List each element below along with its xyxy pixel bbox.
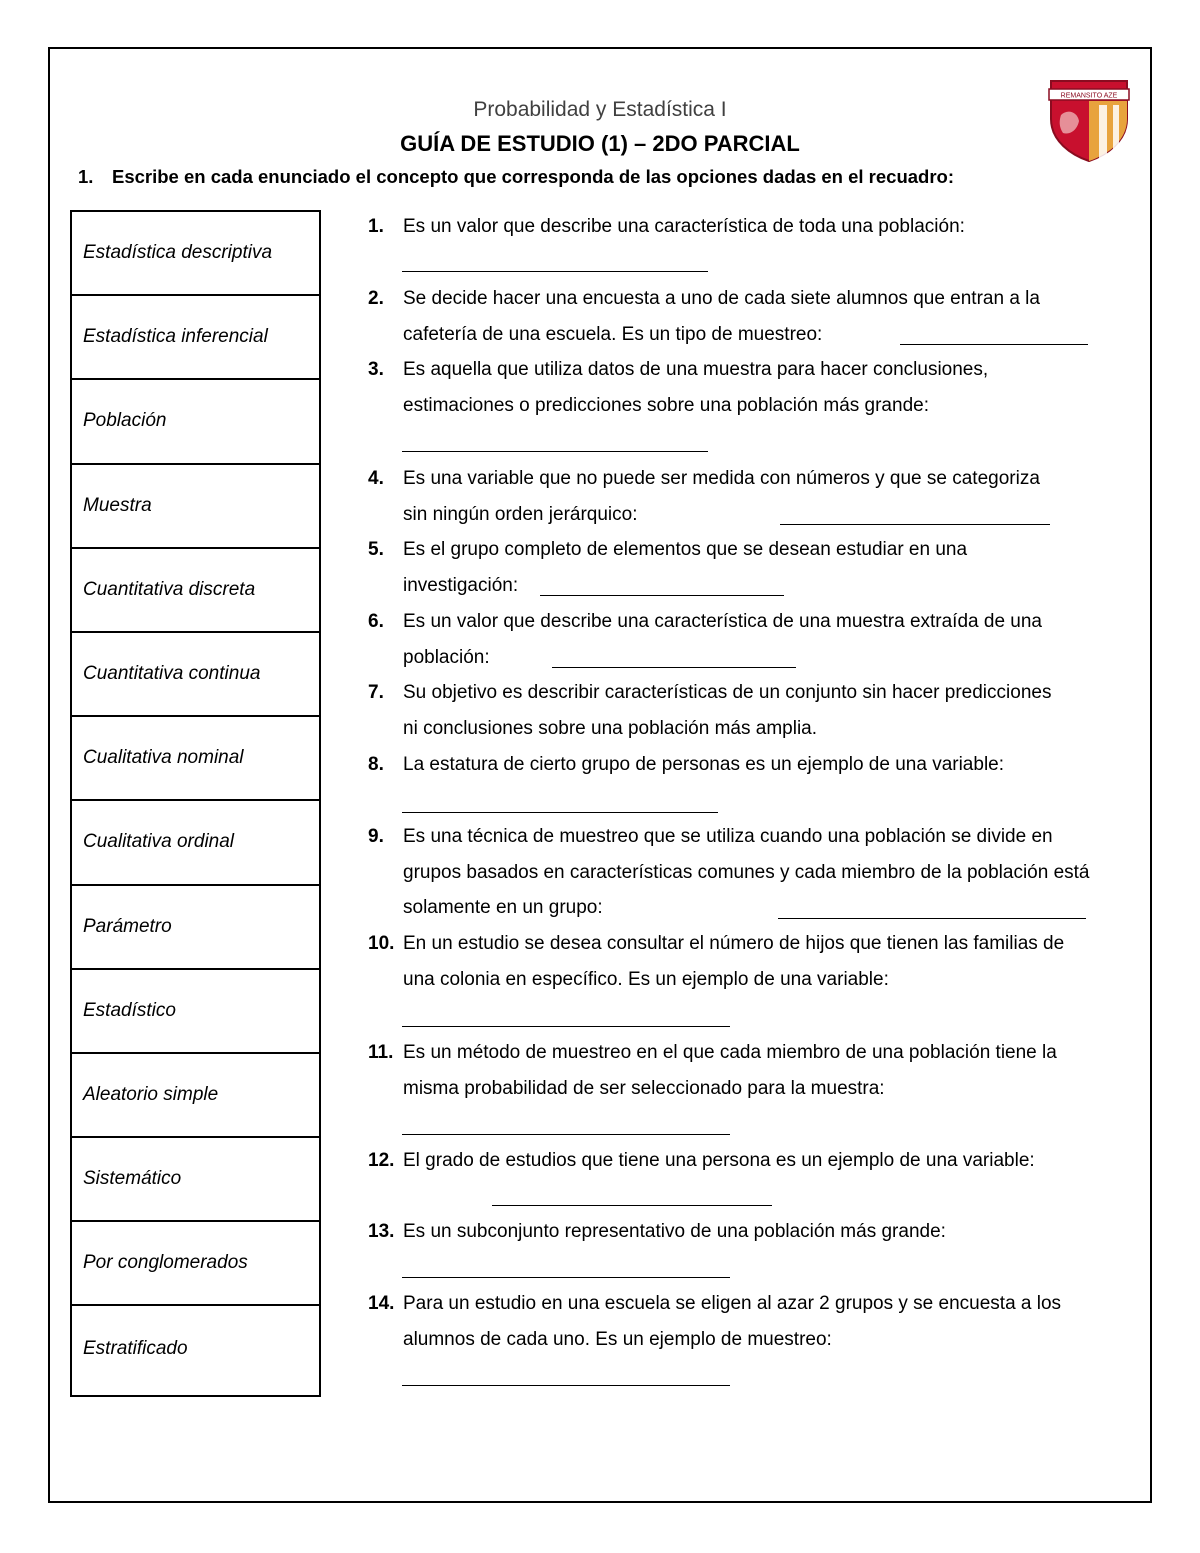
- answer-blank-11[interactable]: [402, 1134, 730, 1135]
- subject-title: Probabilidad y Estadística I: [473, 98, 727, 121]
- question-11: 11. Es un método de muestreo en el que cada miembro de una población tiene la misma probabilidad de ser seleccionado para la muestra:: [368, 1042, 1057, 1099]
- question-13: 13. Es un subconjunto representativo de una población más grande:: [368, 1221, 946, 1242]
- option-item: Cuantitativa discreta: [72, 549, 319, 633]
- question-10: 10. En un estudio se desea consultar el número de hijos que tienen las familias de una colonia en específico. Es un ejemplo de una variable:: [368, 933, 1065, 990]
- logo-text: REMANSITO AZE: [1060, 92, 1118, 100]
- question-8: 8. La estatura de cierto grupo de personas es un ejemplo de una variable:: [368, 754, 1005, 775]
- answer-blank-4[interactable]: [780, 524, 1050, 525]
- question-7: 7. Su objetivo es describir características de un conjunto sin hacer predicciones ni conclusiones sobre una población más amplia.: [368, 682, 1052, 739]
- answer-blank-3[interactable]: [402, 451, 708, 452]
- question-1: 1. Es un valor que describe una característica de toda una población:: [368, 216, 965, 237]
- option-item: Estadística descriptiva: [72, 212, 319, 296]
- answer-blank-5[interactable]: [540, 595, 784, 596]
- answer-blank-12[interactable]: [492, 1205, 772, 1206]
- question-9: 9. Es una técnica de muestreo que se utiliza cuando una población se divide en grupos basados en características comunes y cada miembro de la población está solamente en un grupo:: [368, 826, 1090, 918]
- answer-blank-10[interactable]: [402, 1026, 730, 1027]
- answer-blank-9[interactable]: [778, 918, 1086, 919]
- option-item: Estadístico: [72, 970, 319, 1054]
- option-item: Por conglomerados: [72, 1222, 319, 1306]
- question-4: 4. Es una variable que no puede ser medida con números y que se categoriza sin ningún orden jerárquico:: [368, 468, 1040, 525]
- instruction: 1. Escribe en cada enunciado el concepto que corresponda de las opciones dadas en el recuadro:: [78, 166, 955, 187]
- question-2: 2. Se decide hacer una encuesta a uno de cada siete alumnos que entran a la cafetería de una escuela. Es un tipo de muestreo:: [368, 288, 1040, 345]
- answer-blank-6[interactable]: [552, 667, 796, 668]
- option-item: Cualitativa nominal: [72, 717, 319, 801]
- page-title: GUÍA DE ESTUDIO (1) – 2DO PARCIAL: [400, 131, 800, 156]
- answer-blank-14[interactable]: [402, 1385, 730, 1386]
- question-14: 14. Para un estudio en una escuela se eligen al azar 2 grupos y se encuesta a los alumnos de cada uno. Es un ejemplo de muestreo:: [368, 1293, 1062, 1350]
- question-5: 5. Es el grupo completo de elementos que se desean estudiar en una investigación:: [368, 539, 968, 596]
- option-item: Cualitativa ordinal: [72, 801, 319, 885]
- question-6: 6. Es un valor que describe una característica de una muestra extraída de una población:: [368, 611, 1042, 668]
- answer-blank-13[interactable]: [402, 1277, 730, 1278]
- option-item: Aleatorio simple: [72, 1054, 319, 1138]
- answer-blank-8[interactable]: [402, 812, 718, 813]
- answer-blank-1[interactable]: [402, 271, 708, 272]
- options-box: [70, 210, 321, 1397]
- option-item: Cuantitativa continua: [72, 633, 319, 717]
- answer-blank-2[interactable]: [900, 344, 1088, 345]
- school-shield-logo: [1047, 75, 1131, 163]
- option-item: Estadística inferencial: [72, 296, 319, 380]
- option-item: Estratificado: [83, 1337, 188, 1359]
- option-item: Sistemático: [72, 1138, 319, 1222]
- question-3: 3. Es aquella que utiliza datos de una muestra para hacer conclusiones, estimaciones o predicciones sobre una población más grande:: [368, 359, 989, 416]
- option-item: Muestra: [72, 465, 319, 549]
- option-item: Población: [72, 380, 319, 464]
- question-12: 12. El grado de estudios que tiene una persona es un ejemplo de una variable:: [368, 1150, 1035, 1171]
- option-item: Parámetro: [72, 886, 319, 970]
